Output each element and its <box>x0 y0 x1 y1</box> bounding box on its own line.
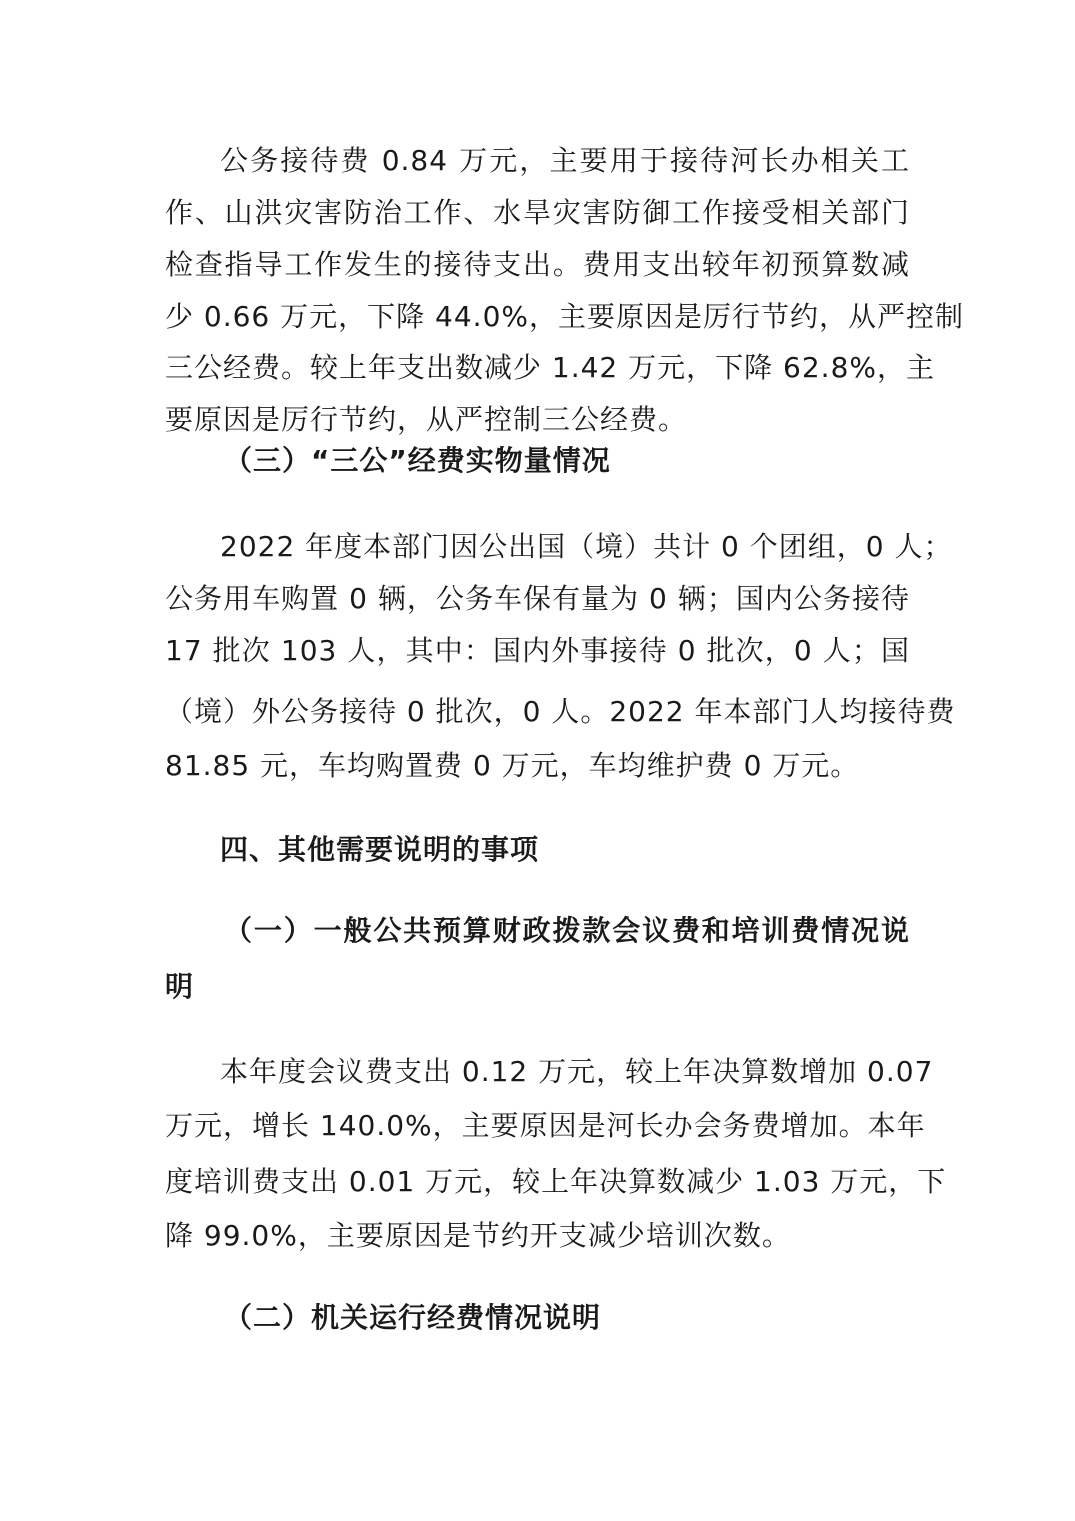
paragraph-reception-line-6: 要原因是厉行节约，从严控制三公经费。 <box>165 403 688 436</box>
paragraph-quantity-line-4: （境）外公务接待 0 批次，0 人。2022 年本部门人均接待费 <box>165 695 956 728</box>
paragraph-meeting-line-2: 万元，增长 140.0%，主要原因是河长办会务费增加。本年 <box>165 1109 926 1142</box>
heading-one-meeting-training-line-1: （一）一般公共预算财政拨款会议费和培训费情况说 <box>224 914 910 947</box>
heading-one-meeting-training-line-2: 明 <box>165 970 195 1003</box>
paragraph-reception-line-3: 检查指导工作发生的接待支出。费用支出较年初预算数减 <box>165 248 910 281</box>
paragraph-quantity-line-1: 2022 年度本部门因公出国（境）共计 0 个团组，0 人； <box>220 530 953 563</box>
paragraph-quantity-line-5: 81.85 元，车均购置费 0 万元，车均维护费 0 万元。 <box>165 749 860 782</box>
paragraph-meeting-line-4: 降 99.0%，主要原因是节约开支减少培训次数。 <box>165 1219 791 1252</box>
paragraph-reception-line-1: 公务接待费 0.84 万元，主要用于接待河长办相关工 <box>220 144 910 177</box>
paragraph-reception-line-5: 三公经费。较上年支出数减少 1.42 万元，下降 62.8%，主 <box>165 351 935 384</box>
paragraph-quantity-line-2: 公务用车购置 0 辆，公务车保有量为 0 辆；国内公务接待 <box>165 582 910 615</box>
paragraph-reception-line-2: 作、山洪灾害防治工作、水旱灾害防御工作接受相关部门 <box>165 196 910 229</box>
paragraph-meeting-line-3: 度培训费支出 0.01 万元，较上年决算数减少 1.03 万元，下 <box>165 1165 947 1198</box>
paragraph-meeting-line-1: 本年度会议费支出 0.12 万元，较上年决算数增加 0.07 <box>220 1055 934 1088</box>
paragraph-quantity-line-3: 17 批次 103 人，其中：国内外事接待 0 批次，0 人；国 <box>165 634 910 667</box>
heading-two-operating-funds: （二）机关运行经费情况说明 <box>224 1301 602 1334</box>
paragraph-reception-line-4: 少 0.66 万元，下降 44.0%，主要原因是厉行节约，从严控制 <box>165 300 964 333</box>
heading-three-public-physical: （三）“三公”经费实物量情况 <box>224 444 611 477</box>
heading-section-four: 四、其他需要说明的事项 <box>220 833 540 866</box>
